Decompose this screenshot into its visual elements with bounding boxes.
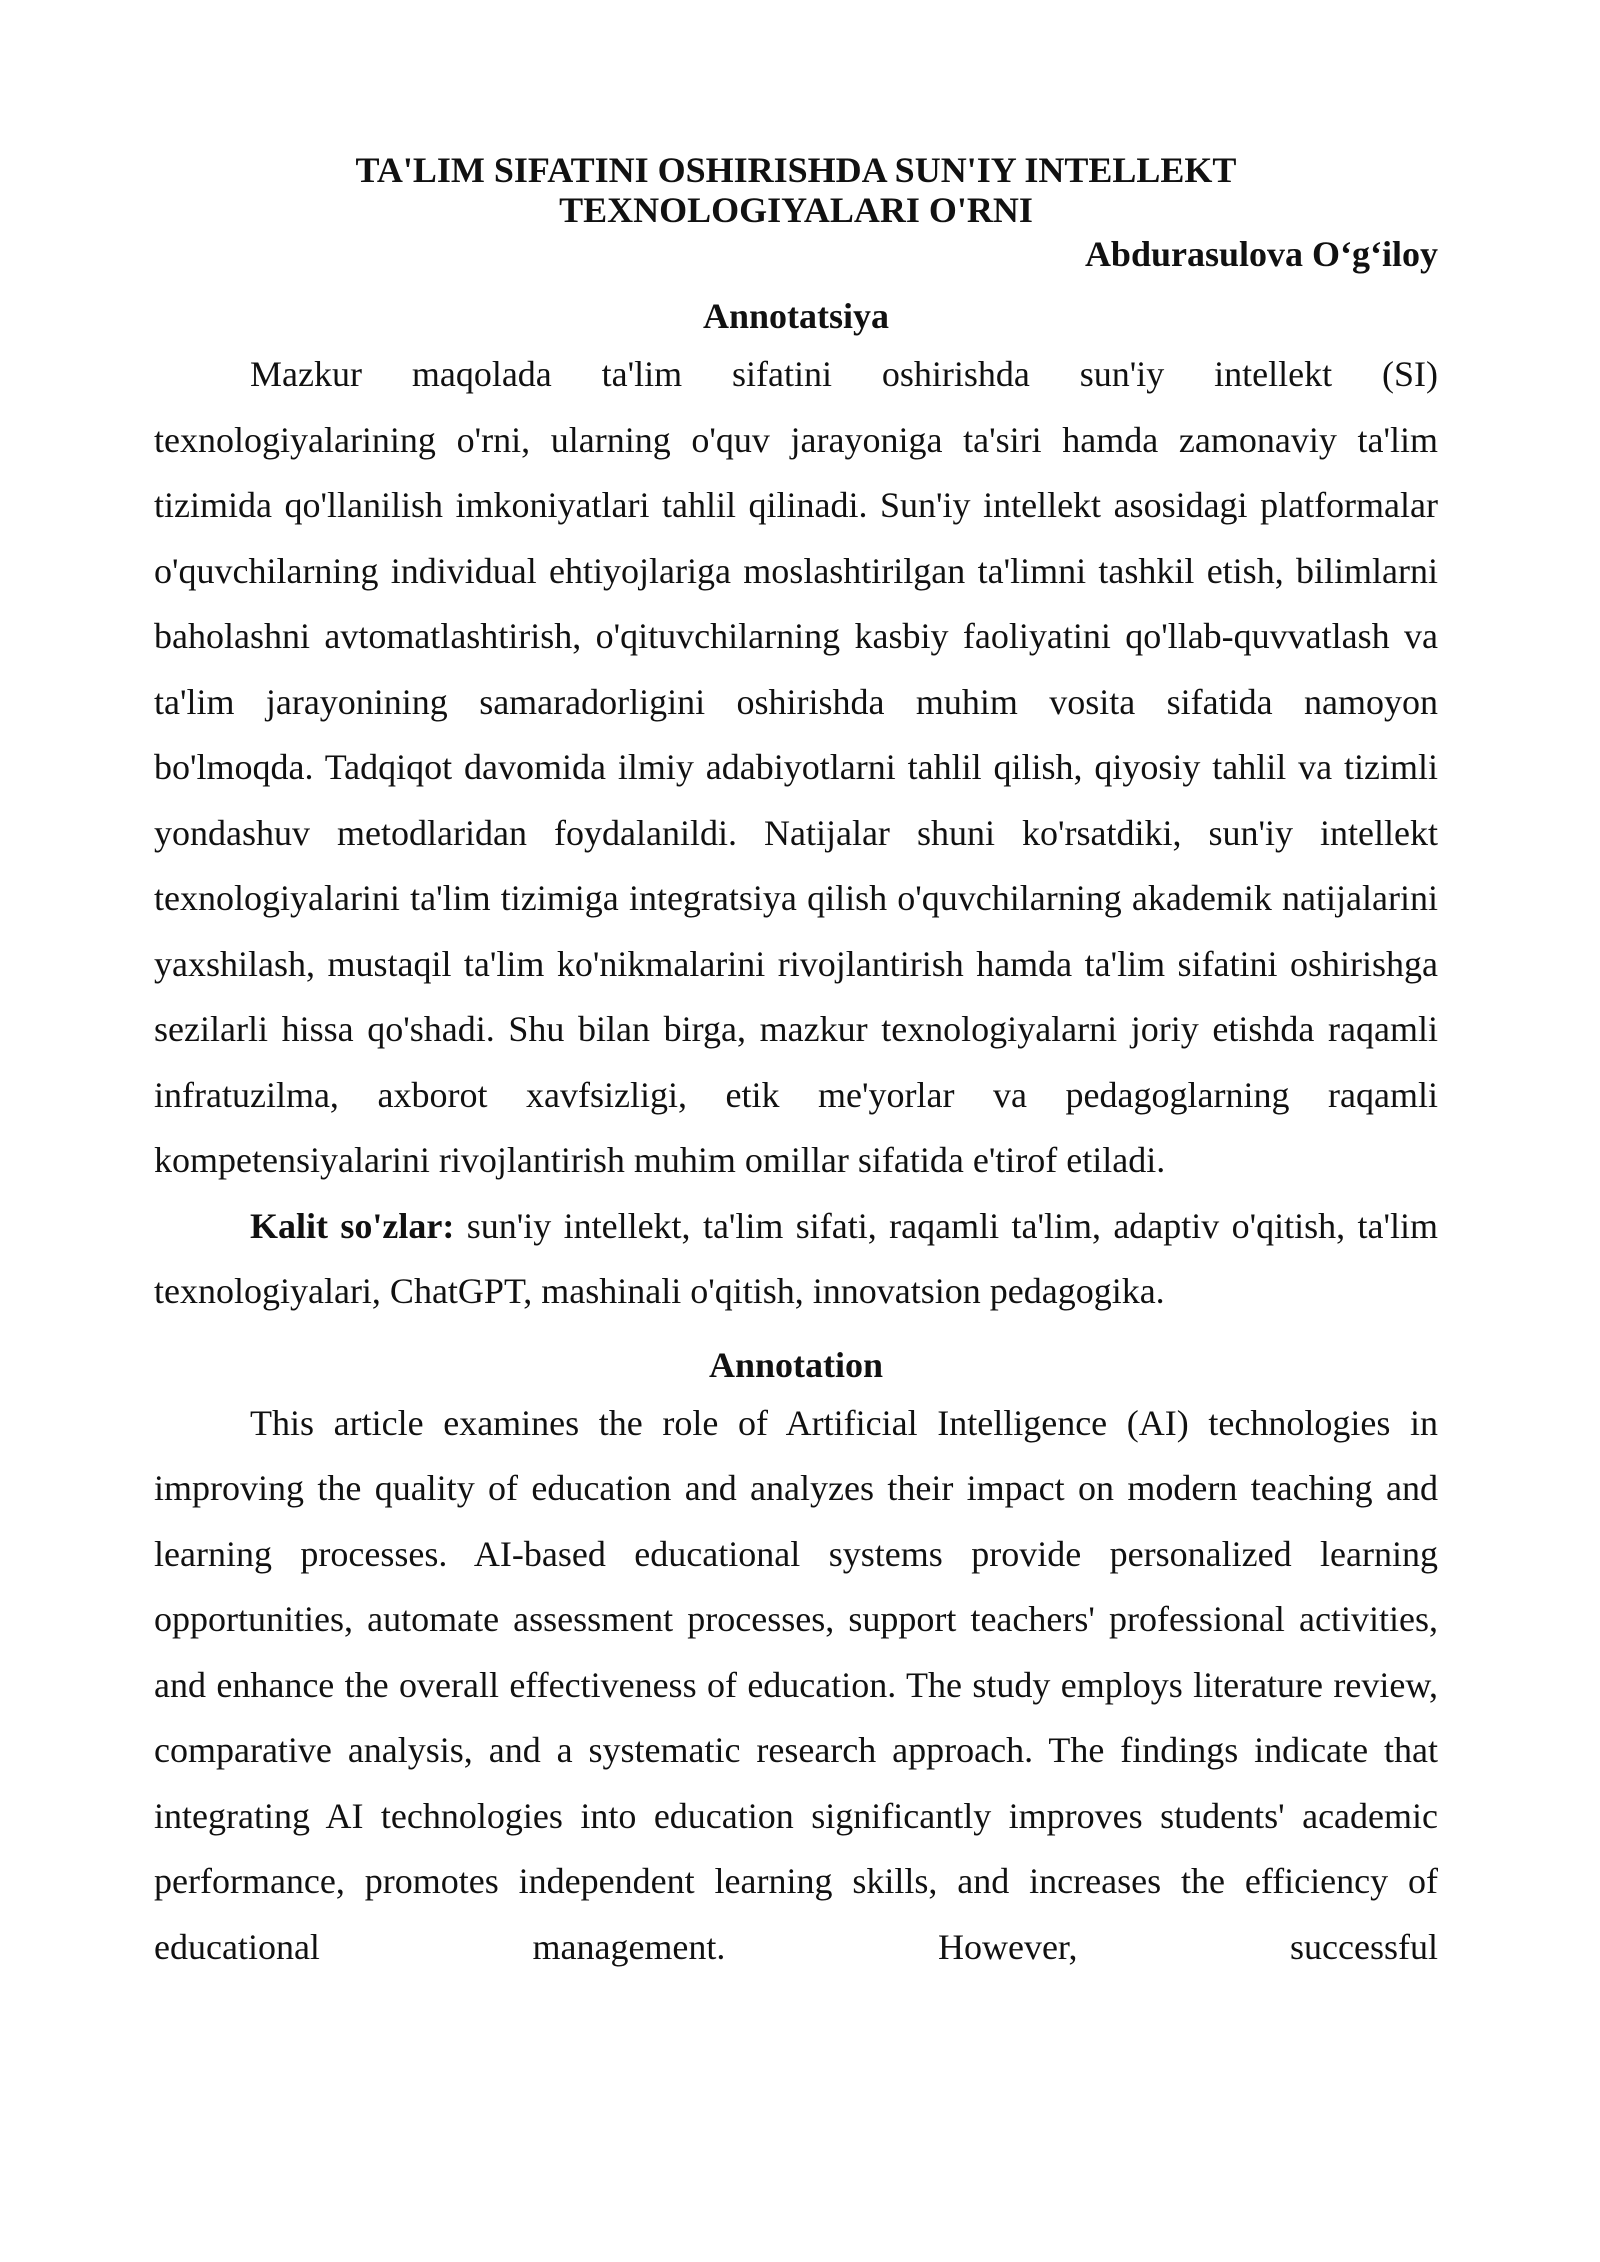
annotation-heading: Annotation (708, 1344, 884, 1385)
annotatsiya-paragraph: Mazkur maqolada ta'lim sifatini oshirishda sun'iy intellekt (SI) texnologiyalarining o'rni, ularning o'quv jarayoniga ta'siri hamda zamonaviy ta'lim tizimida qo'llanilish imkoniyatlari tahlil qilinadi. Sun'iy intellekt asosidagi platformalar o'quvchilarning individual ehtiyojlariga moslashtirilgan ta'limni tashkil etish, bilimlarni baholashni avtomatlashtirish, o'qituvchilarning kasbiy faoliyatini qo'llab-quvvatlash va ta'lim jarayonining samaradorligini oshirishda muhim vosita sifatida namoyon bo'lmoqda. Tadqiqot davomida ilmiy adabiyotlarni tahlil qilish, qiyosiy tahlil va tizimli yondashuv metodlaridan foydalanildi. Natijalar shuni ko'rsatdiki, sun'iy intellekt texnologiyalarini ta'lim tizimiga integratsiya qilish o'quvchilarning akademik natijalarini yaxshilash, mustaqil ta'lim ko'nikmalarini rivojlantirish hamda ta'lim sifatini oshirishga sezilarli hissa qo'shadi. Shu bilan birga, mazkur texnologiyalarni joriy etishda raqamli infratuzilma, axborot xavfsizligi, etik me'yorlar va pedagoglarning raqamli kompetensiyalarini rivojlantirish muhim omillar sifatida e'tirof etiladi. (154, 354, 1438, 1180)
article-title-line1: TA'LIM SIFATINI OSHIRISHDA SUN'IY INTELLEKT (355, 150, 1237, 190)
author-name: Abdurasulova O‘g‘iloy (1084, 234, 1438, 274)
keywords-paragraph (154, 1194, 1438, 1325)
keywords-label: Kalit so'zlar: (250, 1205, 455, 1246)
annotatsiya-heading: Annotatsiya (702, 296, 890, 336)
document-page (154, 150, 1438, 1980)
keywords-list: sun'iy intellekt, ta'lim sifati, raqamli ta'lim, adaptiv o'qitish, ta'lim texnologiyalari, ChatGPT, mashinali o'qitish, innovatsion pedagogika. (154, 1205, 1439, 1311)
article-title-line2: TEXNOLOGIYALARI O'RNI (559, 190, 1033, 230)
article-title (154, 150, 1438, 230)
annotation-paragraph: This article examines the role of Artificial Intelligence (AI) technologies in improving the quality of education and analyzes their impact on modern teaching and learning processes. AI-based educational systems provide personalized learning opportunities, automate assessment processes, support teachers' professional activities, and enhance the overall effectiveness of education. The study employs literature review, comparative analysis, and a systematic research approach. The findings indicate that integrating AI technologies into education significantly improves students' academic performance, promotes independent learning skills, and increases the efficiency of educational management. However, successful (154, 1402, 1438, 1967)
